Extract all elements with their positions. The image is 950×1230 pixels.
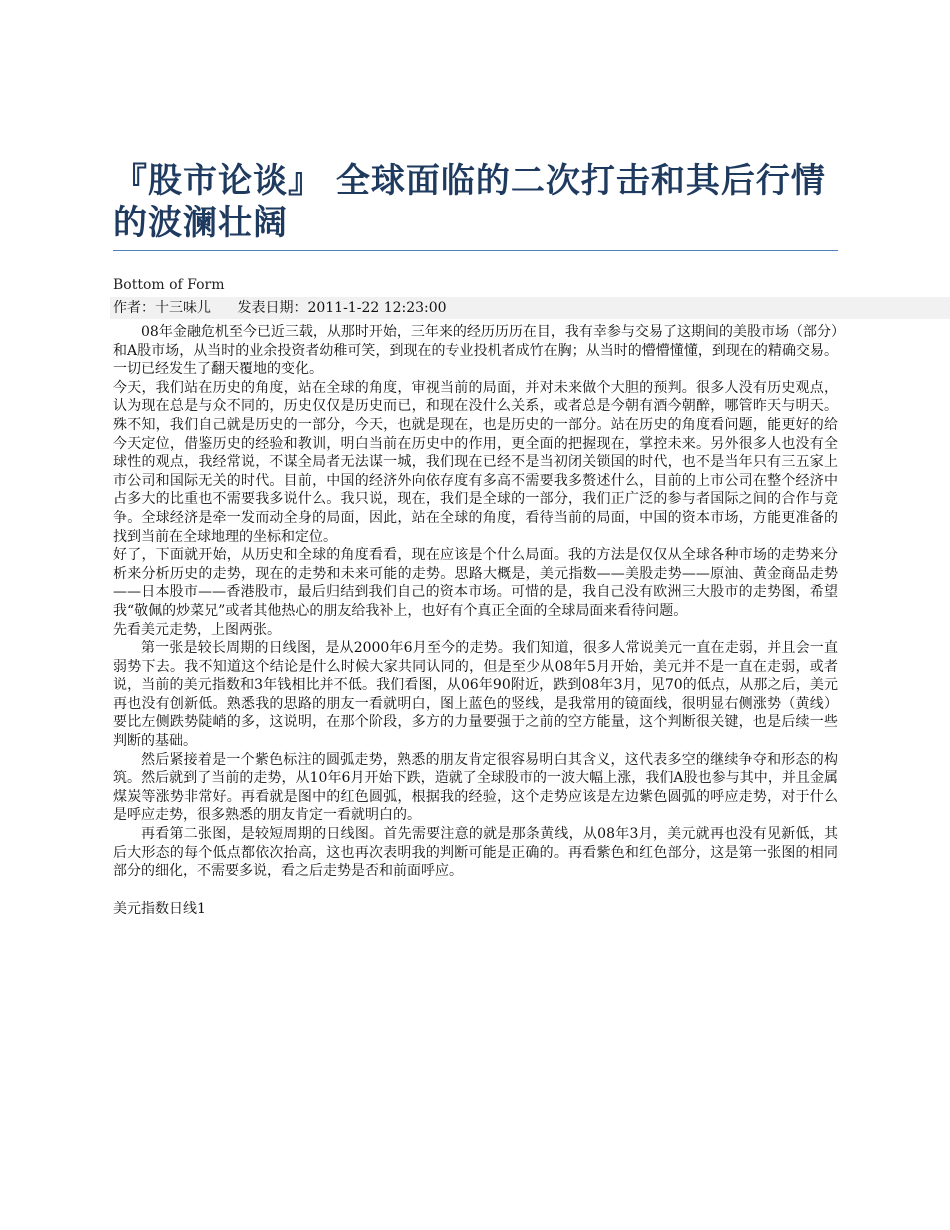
form-note: Bottom of Form <box>113 277 225 293</box>
date-label: 发表日期：2011-1-22 12:23:00 <box>237 300 447 316</box>
article-body <box>113 323 838 881</box>
paragraph-5: 第一张是较长周期的日线图，是从2000年6月至今的走势。我们知道，很多人常说美元一直在走弱，并且会一直弱势下去。我不知道这个结论是什么时候大家共同认同的，但是至少从08年5月开始，美元并不是一直在走弱，或者说，当前的美元指数和3年钱相比并不低。我们看图，从06年90附近，跌到08年3月，见70的低点，从那之后，美元再也没有创新低。熟悉我的思路的朋友一看就明白，图上蓝色的竖线，是我常用的镜面线，很明显右侧涨势（黄线）要比左侧跌势陡峭的多，这说明，在那个阶段，多方的力量要强于之前的空方能量，这个判断很关键，也是后续一些判断的基础。 <box>113 640 838 750</box>
paragraph-3: 好了，下面就开始，从历史和全球的角度看看，现在应该是个什么局面。我的方法是仅仅从全球各种市场的走势来分析来分析历史的走势，现在的走势和未来可能的走势。思路大概是，美元指数——美股走势——原油、黄金商品走势——日本股市——香港股市，最后归结到我们自己的资本市场。可惜的是，我自己没有欧洲三大股市的走势图，希望我“敬佩的炒菜兄”或者其他热心的朋友给我补上，也好有个真正全面的全球局面来看待问题。 <box>113 547 838 619</box>
author-label: 作者：十三味儿 <box>113 300 211 316</box>
meta-row <box>110 297 950 319</box>
paragraph-7: 再看第二张图，是较短周期的日线图。首先需要注意的就是那条黄线，从08年3月，美元就再也没有见新低，其后大形态的每个低点都依次抬高，这也再次表明我的判断可能是正确的。再看紫色和红色部分，这是第一张图的相同部分的细化，不需要多说，看之后走势是否和前面呼应。 <box>113 826 838 880</box>
paragraph-6: 然后紧接着是一个紫色标注的圆弧走势，熟悉的朋友肯定很容易明白其含义，这代表多空的继续争夺和形态的构筑。然后就到了当前的走势，从10年6月开始下跌，造就了全球股市的一波大幅上涨，我们A股也参与其中，并且金属煤炭等涨势非常好。再看就是图中的红色圆弧，根据我的经验，这个走势应该是左边紫色圆弧的呼应走势，对于什么是呼应走势，很多熟悉的朋友肯定一看就明白的。 <box>113 751 838 824</box>
paragraph-4: 先看美元走势，上图两张。 <box>113 621 281 638</box>
paragraph-1: 08年金融危机至今已近三载，从那时开始，三年来的经历历历在目，我有幸参与交易了这期间的美股市场（部分）和A股市场，从当时的业余投资者幼稚可笑，到现在的专业投机者成竹在胸；从当时的懵懵懂懂，到现在的精确交易。一切已经发生了翻天覆地的变化。 <box>113 324 838 378</box>
page-title: 『股市论谈』 全球面临的二次打击和其后行情的波澜壮阔 <box>113 160 838 251</box>
paragraph-2: 今天，我们站在历史的角度，站在全球的角度，审视当前的局面，并对未来做个大胆的预判。很多人没有历史观点，认为现在总是与众不同的，历史仅仅是历史而已，和现在没什么关系，或者总是今朝有酒今朝醉，哪管昨天与明天。殊不知，我们自己就是历史的一部分，今天，也就是现在，也是历史的一部分。站在历史的角度看问题，能更好的给今天定位，借鉴历史的经验和教训，明白当前在历史中的作用，更全面的把握现在，掌控未来。另外很多人也没有全球性的观点，我经常说，不谋全局者无法谋一城，我们现在已经不是当初闭关锁国的时代，也不是当年只有三五家上市公司和国际无关的时代。目前，中国的经济外向依存度有多高不需要我多赘述什么，目前的上市公司在整个经济中占多大的比重也不需要我多说什么。我只说，现在，我们是全球的一部分，我们正广泛的参与者国际之间的合作与竞争。全球经济是牵一发而动全身的局面，因此，站在全球的角度，看待当前的局面，中国的资本市场，方能更准备的找到当前在全球地理的坐标和定位。 <box>113 379 838 545</box>
figure-caption: 美元指数日线1 <box>113 900 206 917</box>
article <box>113 160 838 919</box>
